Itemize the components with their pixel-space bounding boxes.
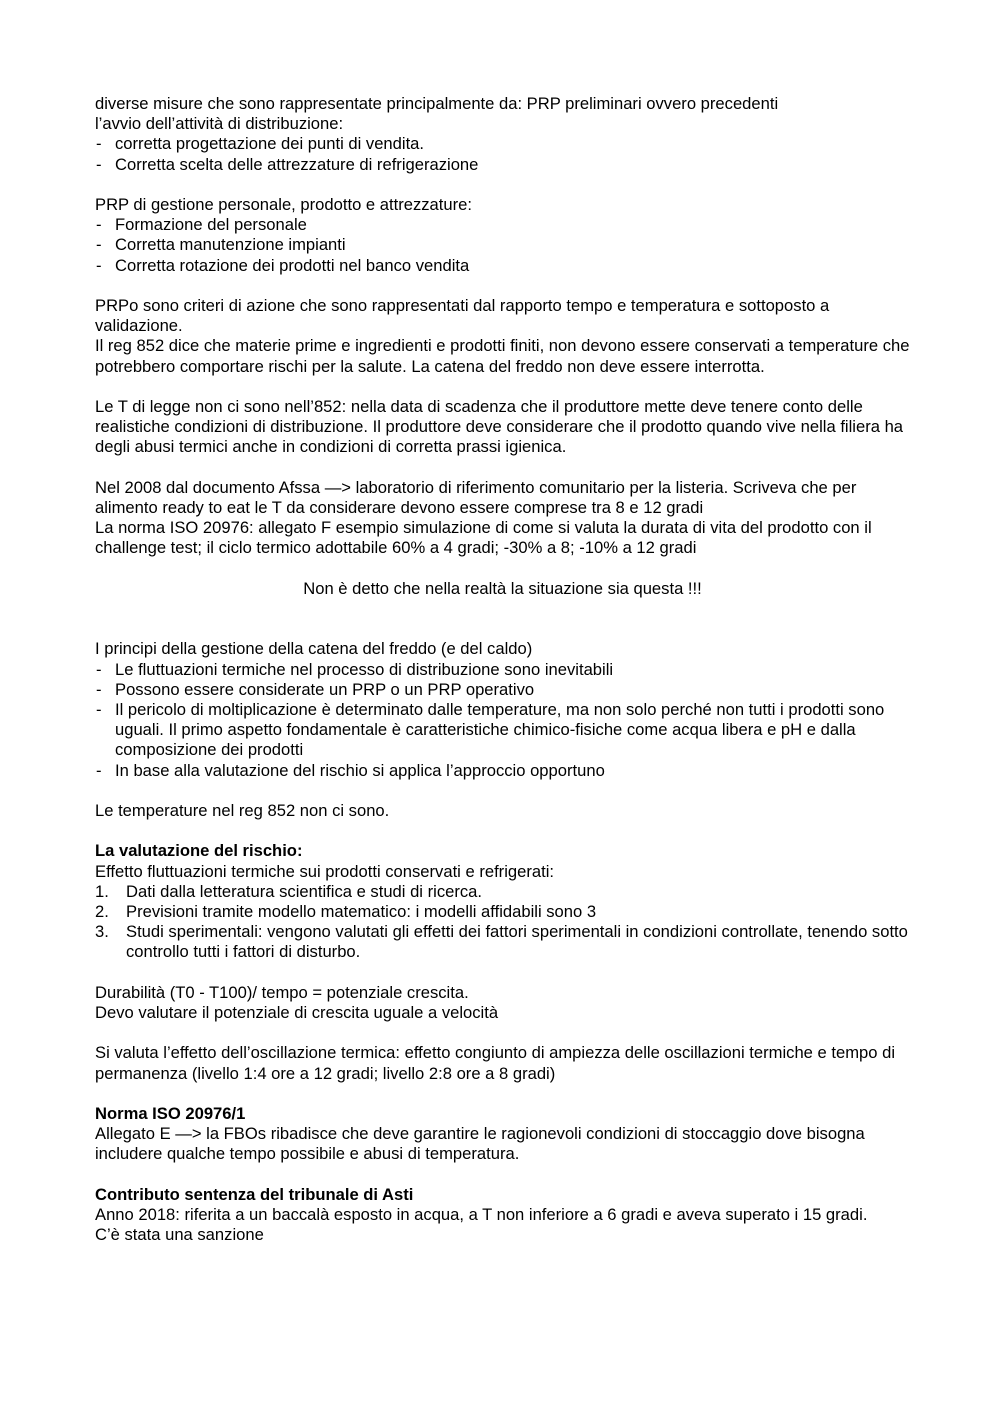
dash-marker: -	[96, 154, 102, 174]
list-item: - Le fluttuazioni termiche nel processo di distribuzione sono inevitabili	[96, 659, 614, 679]
list-item: - Corretta scelta delle attrezzature di refrigerazione	[96, 154, 479, 174]
list-item: - Corretta manutenzione impianti	[96, 235, 346, 255]
number-marker: 3.	[95, 922, 109, 942]
sentenza-paragraph-2: C’è stata una sanzione	[95, 1225, 264, 1245]
number-marker: 2.	[95, 902, 109, 921]
dash-marker: -	[96, 760, 102, 780]
list-item: - corretta progettazione dei punti di vendita.	[96, 134, 425, 154]
sentenza-heading: Contributo sentenza del tribunale di Asti	[95, 1184, 414, 1204]
valutazione-subheading: Effetto fluttuazioni termiche sui prodotti conservati e refrigerati:	[95, 861, 555, 881]
list-item: - Il pericolo di moltiplicazione è determinato dalle temperature, ma non solo perché non tutti i prodotti sono uguali. Il primo aspetto fondamentale è caratteristiche chimico-fisiche come acqua libera e pH e dalla composizione dei prodotti	[96, 700, 885, 760]
reg852-paragraph: Il reg 852 dice che materie prime e ingredienti e prodotti finiti, non devono essere conservati a temperature che potrebbero comportare rischi per la salute. La catena del freddo non deve essere interrotta.	[95, 336, 910, 376]
sentenza-paragraph-1: Anno 2018: riferita a un baccalà esposto in acqua, a T non inferiore a 6 gradi e aveva superato i 15 gradi.	[95, 1204, 868, 1224]
list-item: - Formazione del personale	[96, 215, 307, 235]
principi-list	[95, 660, 910, 781]
gestione-list	[95, 215, 910, 276]
prpo-paragraph: PRPo sono criteri di azione che sono rappresentati dal rapporto tempo e temperatura e sottoposto a validazione.	[95, 296, 830, 336]
intro-line-2: l’avvio dell’attività di distribuzione:	[95, 114, 344, 134]
dash-marker: -	[96, 700, 102, 719]
number-marker: 1.	[95, 881, 109, 901]
norma-paragraph: Allegato E —> la FBOs ribadisce che deve garantire le ragionevoli condizioni di stoccaggio dove bisogna includere qualche tempo possibile e abusi di temperatura.	[95, 1124, 865, 1164]
legge-paragraph: Le T di legge non ci sono nell’852: nella data di scadenza che il produttore mette deve tenere conto delle realistiche condizioni di distribuzione. Il produttore deve considerare che il prodotto quando vive nella filiera ha degli abusi termici anche in condizioni di corretta prassi igienica.	[95, 397, 904, 457]
principi-closing: Le temperature nel reg 852 non ci sono.	[95, 801, 390, 820]
list-item: - Possono essere considerate un PRP o un PRP operativo	[96, 679, 535, 699]
dash-marker: -	[96, 679, 102, 699]
intro-line-1: diverse misure che sono rappresentate principalmente da: PRP preliminari ovvero precedenti	[95, 94, 779, 113]
principi-heading: I principi della gestione della catena del freddo (e del caldo)	[95, 639, 533, 659]
durabilita-line-1: Durabilità (T0 - T100)/ tempo = potenziale crescita.	[95, 982, 469, 1002]
dash-marker: -	[96, 659, 102, 679]
norma-heading: Norma ISO 20976/1	[95, 1103, 246, 1123]
oscillazione-paragraph: Si valuta l’effetto dell’oscillazione termica: effetto congiunto di ampiezza delle oscillazioni termiche e tempo di permanenza (livello 1:4 ore a 12 gradi; livello 2:8 ore a 8 gradi)	[95, 1043, 895, 1083]
intro-list	[95, 134, 910, 174]
dash-marker: -	[96, 255, 102, 275]
iso-paragraph: La norma ISO 20976: allegato F esempio simulazione di come si valuta la durata di vita del prodotto con il challenge test; il ciclo termico adottabile 60% a 4 gradi; -30% a 8; -10% a 12 gradi	[95, 518, 872, 558]
document-body	[95, 94, 910, 1245]
gestione-heading: PRP di gestione personale, prodotto e attrezzature:	[95, 195, 472, 214]
durabilita-line-2: Devo valutare il potenziale di crescita uguale a velocità	[95, 1003, 499, 1022]
dash-marker: -	[96, 215, 102, 235]
afssa-paragraph: Nel 2008 dal documento Afssa —> laboratorio di riferimento comunitario per la listeria. Scriveva che per alimento ready to eat le T da considerare devono essere comprese tra 8 e 12 gradi	[95, 477, 857, 517]
list-item: 3. Studi sperimentali: vengono valutati gli effetti dei fattori sperimentali in condizioni controllate, tenendo sotto controllo tutti i fattori di disturbo.	[95, 922, 908, 962]
dash-marker: -	[96, 235, 102, 255]
valutazione-heading: La valutazione del rischio:	[95, 841, 303, 861]
list-item: - Corretta rotazione dei prodotti nel banco vendita	[96, 255, 470, 275]
note-centered: Non è detto che nella realtà la situazione sia questa !!!	[303, 578, 702, 598]
dash-marker: -	[96, 134, 102, 154]
valutazione-list	[95, 882, 910, 963]
list-item: 1. Dati dalla letteratura scientifica e studi di ricerca.	[95, 881, 483, 901]
list-item: 2. Previsioni tramite modello matematico: i modelli affidabili sono 3	[95, 902, 597, 921]
list-item: - In base alla valutazione del rischio si applica l’approccio opportuno	[96, 760, 605, 780]
